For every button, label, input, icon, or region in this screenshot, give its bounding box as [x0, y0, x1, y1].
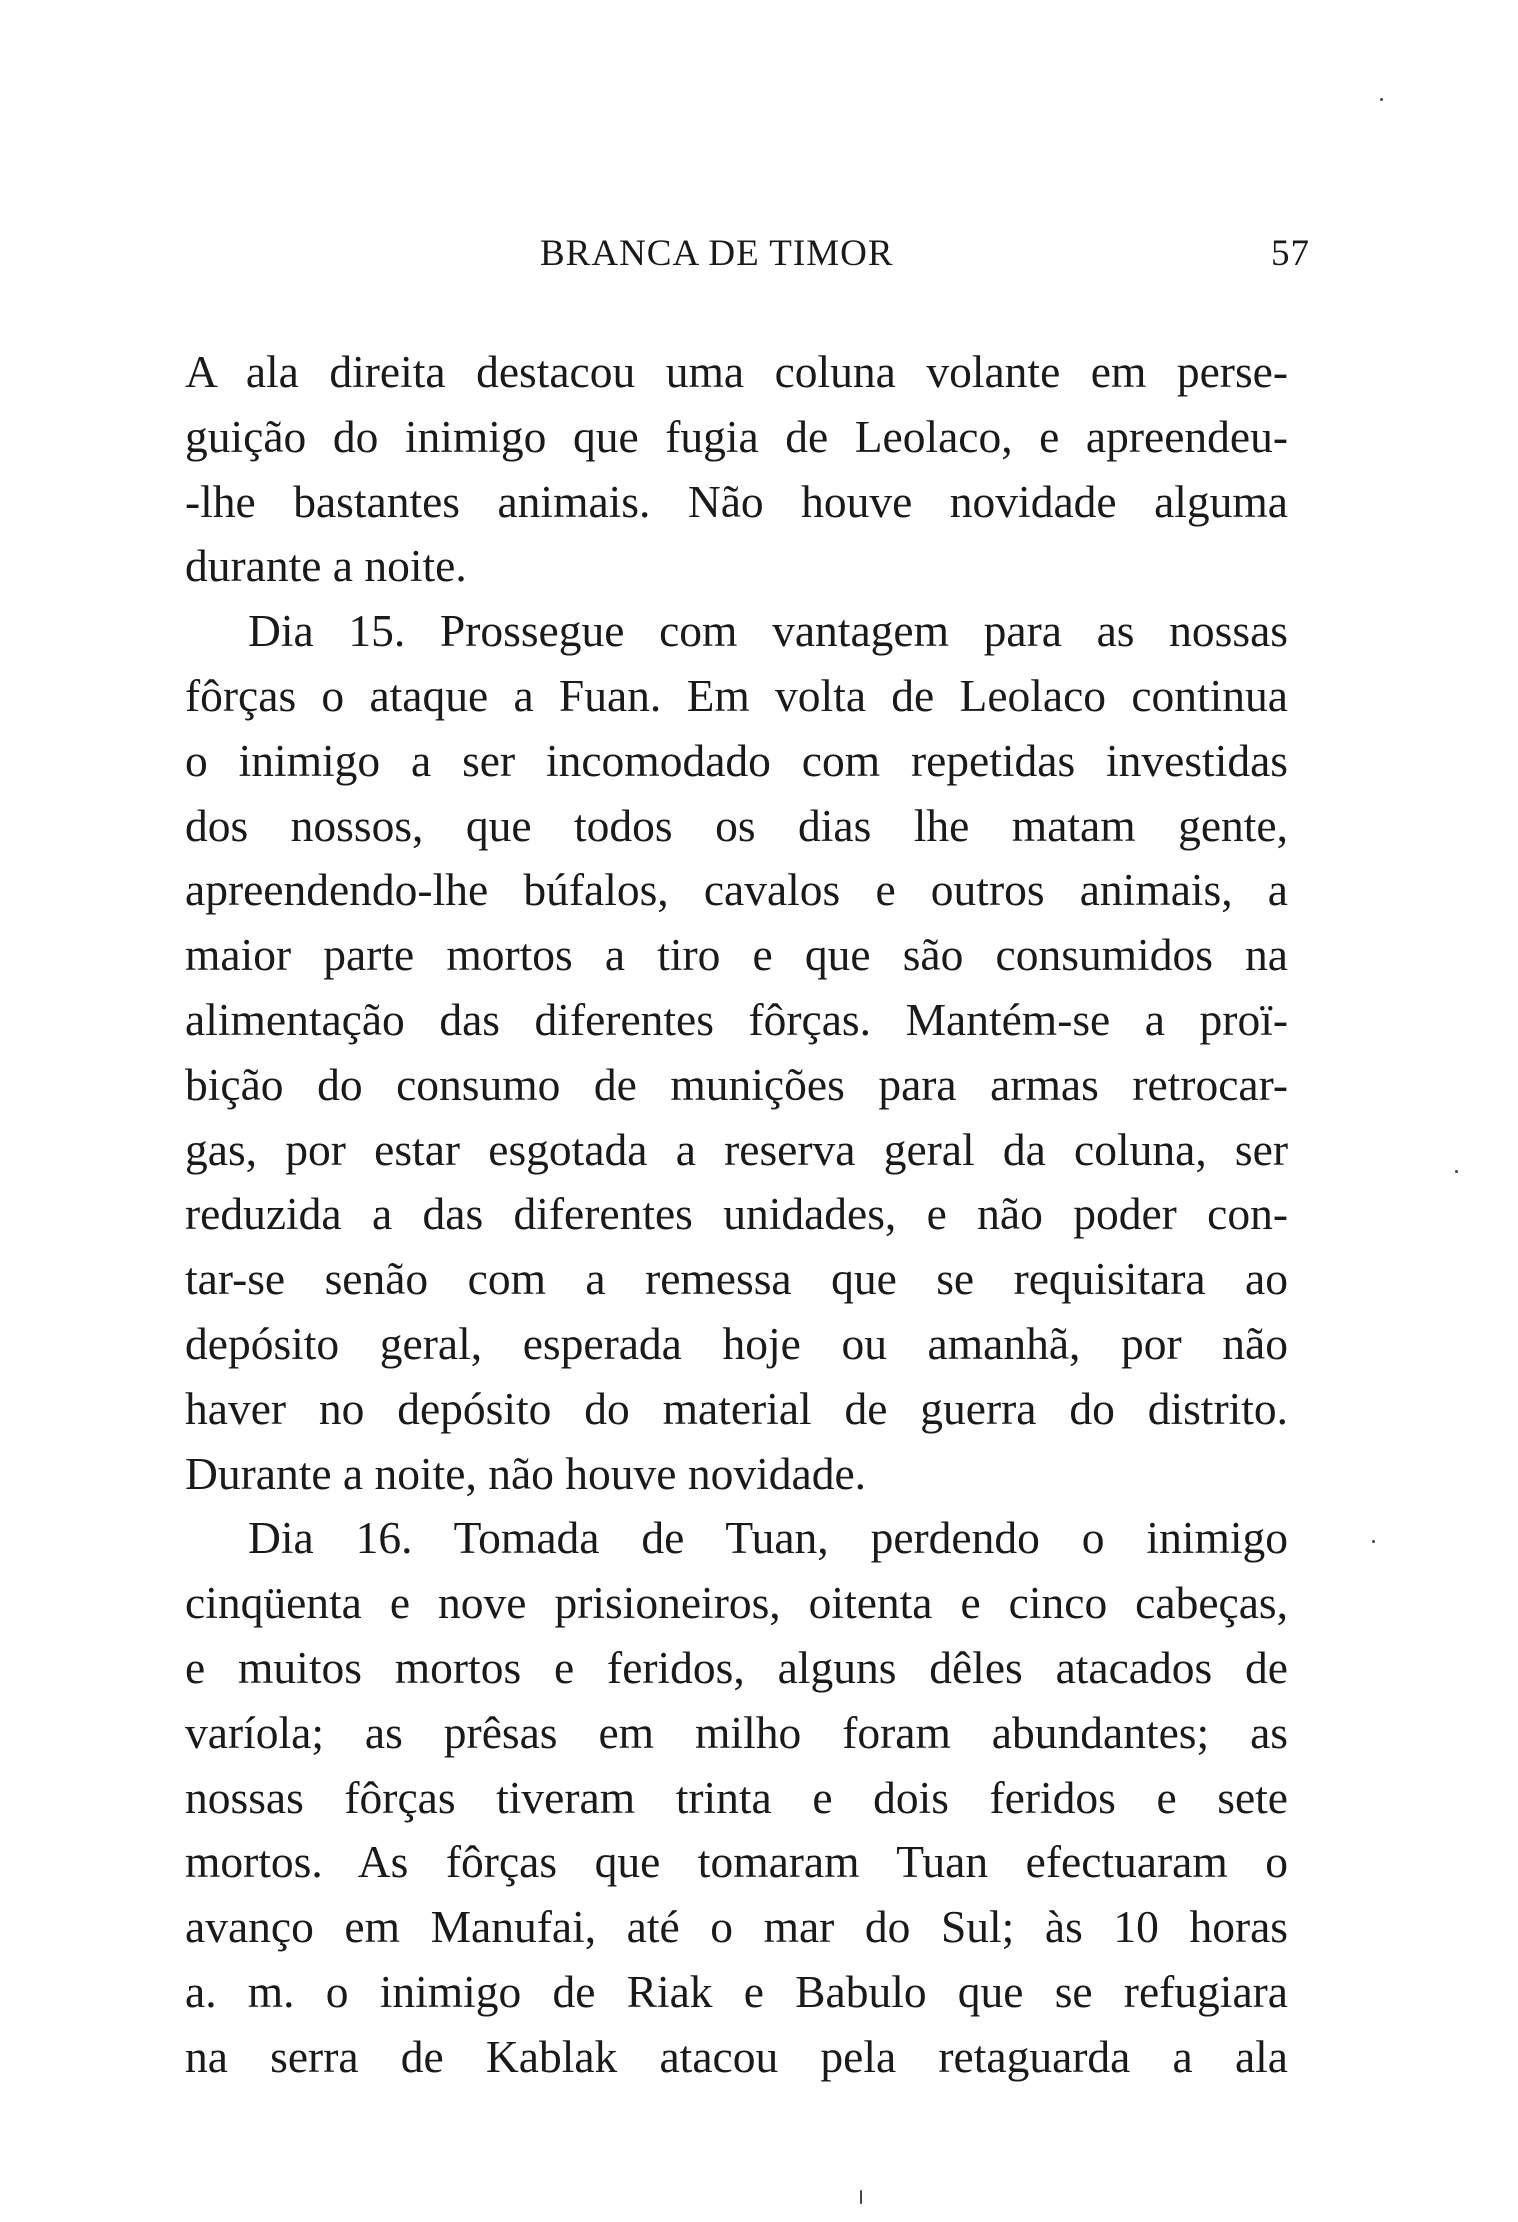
- text-line: dos nossos, que todos os dias lhe matam gente,: [185, 799, 1288, 851]
- text-line: guição do inimigo que fugia de Leolaco, e apreendeu-: [185, 410, 1288, 462]
- text-line: haver no depósito do material de guerra do distrito.: [185, 1382, 1288, 1434]
- text-line: na serra de Kablak atacou pela retaguarda a ala: [185, 2030, 1288, 2082]
- text-line: maior parte mortos a tiro e que são consumidos na: [185, 929, 1288, 981]
- text-line: cinqüenta e nove prisioneiros, oitenta e cinco cabeças,: [185, 1577, 1288, 1629]
- text-line: apreendendo-lhe búfalos, cavalos e outros animais, a: [185, 864, 1288, 916]
- paper-speck: [1455, 1170, 1458, 1173]
- text-line: bição do consumo de munições para armas retrocar-: [185, 1058, 1288, 1110]
- text-line: reduzida a das diferentes unidades, e não poder con-: [185, 1188, 1288, 1240]
- paper-speck: [860, 2190, 862, 2204]
- text-line: alimentação das diferentes fôrças. Mantém-se a proï-: [185, 993, 1288, 1045]
- text-line: depósito geral, esperada hoje ou amanhã, por não: [185, 1317, 1288, 1369]
- text-line: tar-se senão com a remessa que se requisitara ao: [185, 1253, 1288, 1305]
- paper-speck: [1380, 98, 1383, 101]
- text-line: -lhe bastantes animais. Não houve novidade alguma: [185, 475, 1288, 527]
- paper-speck: [1372, 1540, 1375, 1543]
- text-line: varíola; as prêsas em milho foram abundantes; as: [185, 1706, 1288, 1758]
- running-title: BRANCA DE TIMOR: [540, 233, 894, 274]
- text-line: a. m. o inimigo de Riak e Babulo que se refugiara: [185, 1965, 1288, 2017]
- page-number: 57: [1271, 233, 1310, 274]
- text-line: Durante a noite, não houve novidade.: [185, 1447, 867, 1499]
- body-text: [185, 340, 1288, 2090]
- running-head: [190, 232, 1310, 292]
- text-line: nossas fôrças tiveram trinta e dois feridos e sete: [185, 1771, 1288, 1823]
- text-line: o inimigo a ser incomodado com repetidas investidas: [185, 734, 1288, 786]
- text-line: gas, por estar esgotada a reserva geral da coluna, ser: [185, 1123, 1288, 1175]
- text-line: durante a noite.: [185, 540, 467, 592]
- text-line: e muitos mortos e feridos, alguns dêles atacados de: [185, 1641, 1288, 1693]
- text-line: Dia 16. Tomada de Tuan, perdendo o inimigo: [248, 1512, 1288, 1564]
- text-line: A ala direita destacou uma coluna volante em perse-: [185, 346, 1288, 397]
- text-line: avanço em Manufai, até o mar do Sul; às 10 horas: [185, 1901, 1288, 1953]
- text-line: Dia 15. Prossegue com vantagem para as nossas: [248, 605, 1288, 657]
- text-line: mortos. As fôrças que tomaram Tuan efectuaram o: [185, 1836, 1288, 1888]
- text-line: fôrças o ataque a Fuan. Em volta de Leolaco continua: [185, 669, 1288, 721]
